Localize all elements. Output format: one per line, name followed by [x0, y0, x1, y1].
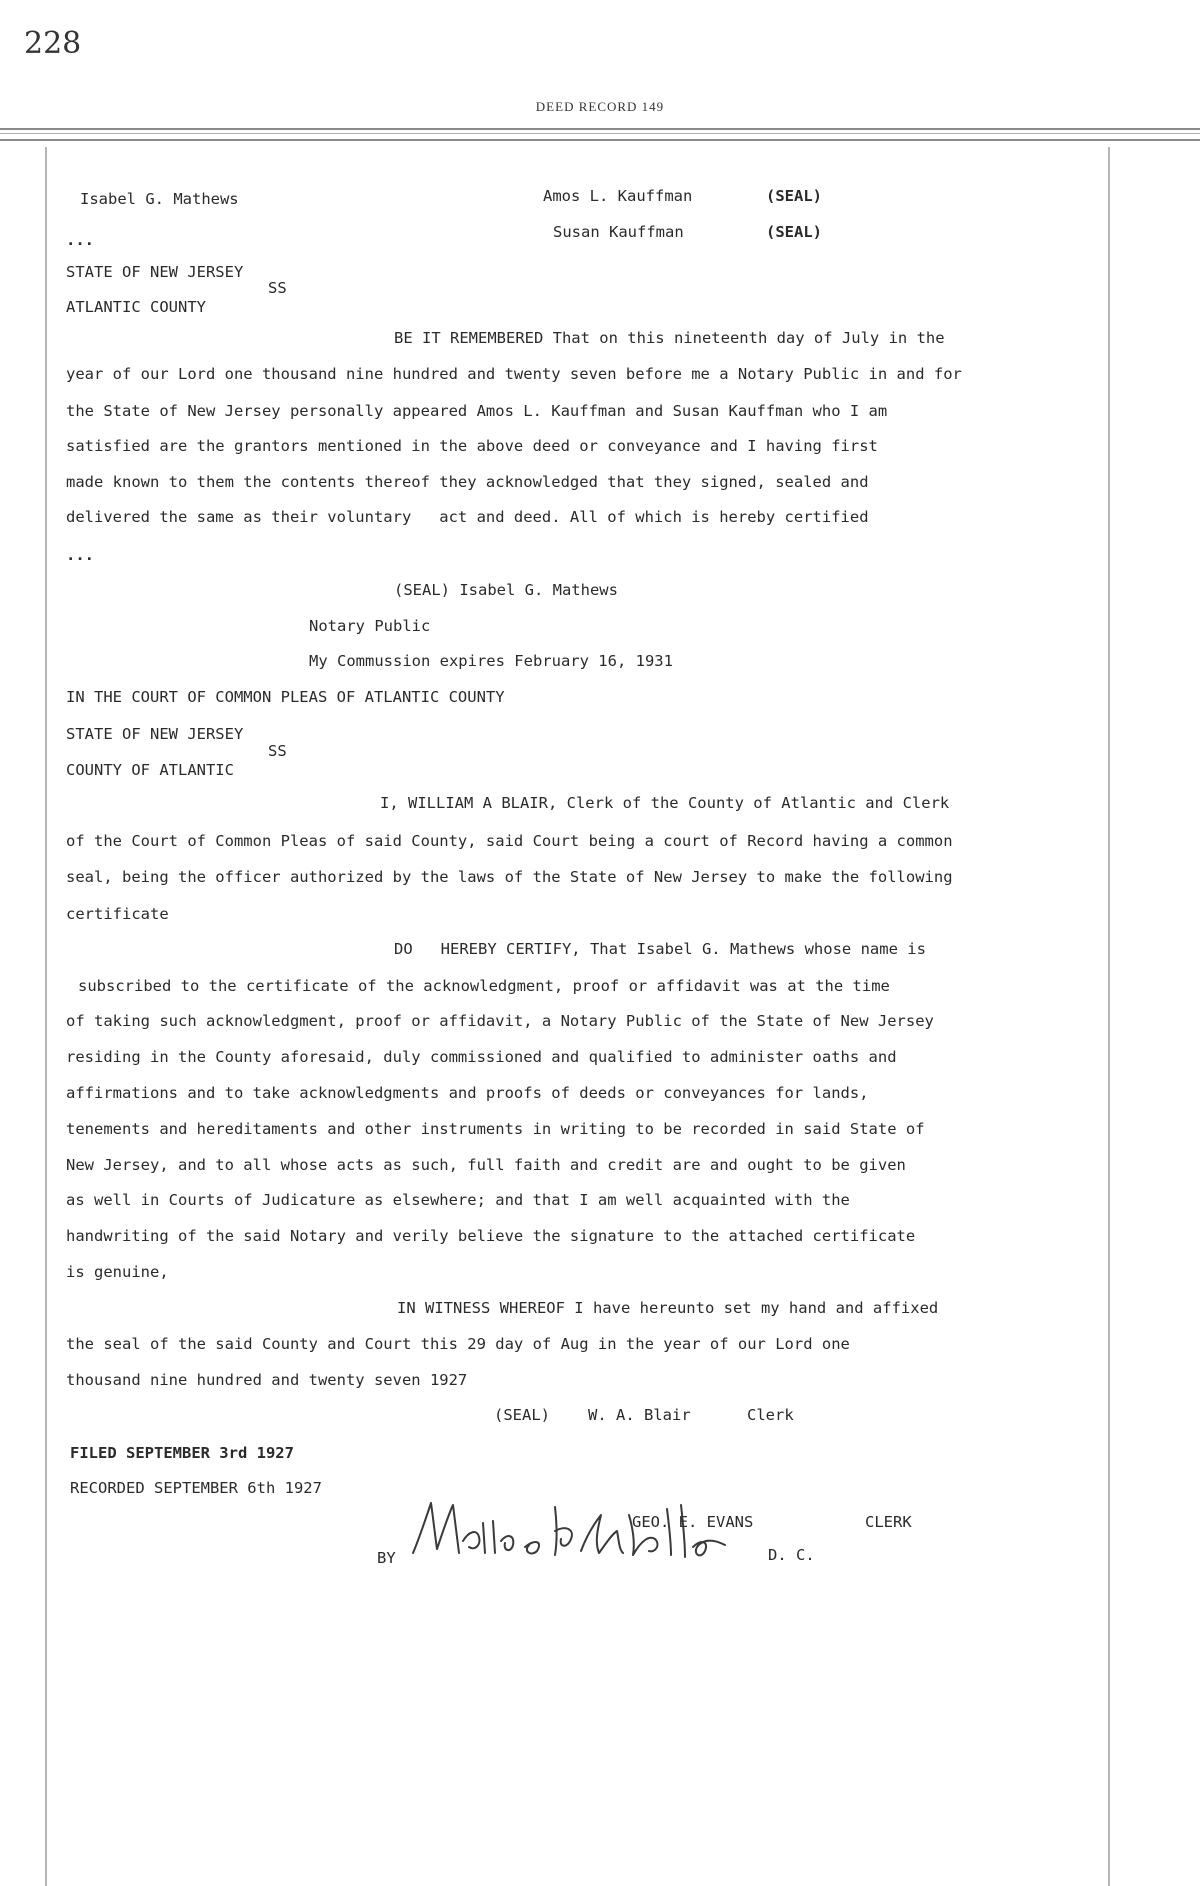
court-venue-county: COUNTY OF ATLANTIC [66, 761, 234, 779]
acknowledgment-line-5: made known to them the contents thereof they acknowledged that they signed, sealed and [66, 473, 869, 491]
certify-line-7: New Jersey, and to all whose acts as such, full faith and credit are and ought to be given [66, 1156, 906, 1174]
certify-line-5: affirmations and to take acknowledgments and proofs of deeds or conveyances for lands, [66, 1084, 869, 1102]
right-margin-rule [1108, 147, 1110, 1886]
court-venue-ss: SS [268, 742, 287, 760]
acknowledgment-line-2: year of our Lord one thousand nine hundred and twenty seven before me a Notary Public in and for [66, 365, 962, 383]
certify-line-2: subscribed to the certificate of the acknowledgment, proof or affidavit was at the time [78, 977, 890, 995]
witness-line-3: thousand nine hundred and twenty seven 1927 [66, 1371, 468, 1389]
grantor-susan-signature: Susan Kauffman [553, 223, 684, 241]
acknowledgment-line-3: the State of New Jersey personally appeared Amos L. Kauffman and Susan Kauffman who I am [66, 402, 888, 420]
clerk-signature-name: W. A. Blair [588, 1406, 691, 1424]
notary-title: Notary Public [309, 617, 431, 635]
court-heading: IN THE COURT OF COMMON PLEAS OF ATLANTIC COUNTY [66, 688, 505, 706]
header-rule-top [0, 128, 1200, 130]
clerk-statement-line-2: of the Court of Common Pleas of said County, said Court being a court of Record having a common [66, 832, 953, 850]
ellipsis-2: ... [66, 546, 94, 564]
commission-expiry: My Commussion expires February 16, 1931 [309, 652, 673, 670]
clerk-statement-line-4: certificate [66, 905, 169, 923]
acknowledgment-line-6: delivered the same as their voluntary act and deed. All of which is hereby certified [66, 508, 869, 526]
deputy-clerk-label: D. C. [768, 1546, 815, 1564]
certify-line-1: DO HEREBY CERTIFY, That Isabel G. Mathews whose name is [394, 940, 926, 958]
notary-name-line: Isabel G. Mathews [80, 190, 239, 208]
recorded-date: RECORDED SEPTEMBER 6th 1927 [70, 1479, 322, 1497]
venue-state: STATE OF NEW JERSEY [66, 263, 244, 281]
clerk-statement-line-1: I, WILLIAM A BLAIR, Clerk of the County of Atlantic and Clerk [380, 794, 950, 812]
certify-line-6: tenements and hereditaments and other instruments in writing to be recorded in said State of [66, 1120, 925, 1138]
by-label: BY [377, 1549, 396, 1567]
header-rule-bottom [0, 139, 1200, 141]
notary-seal-signature: (SEAL) Isabel G. Mathews [394, 581, 618, 599]
acknowledgment-line-4: satisfied are the grantors mentioned in the above deed or conveyance and I having first [66, 437, 878, 455]
witness-line-2: the seal of the said County and Court this 29 day of Aug in the year of our Lord one [66, 1335, 850, 1353]
court-venue-state: STATE OF NEW JERSEY [66, 725, 244, 743]
venue-county: ATLANTIC COUNTY [66, 298, 206, 316]
record-title: DEED RECORD 149 [535, 99, 665, 114]
venue-ss: SS [268, 279, 287, 297]
left-margin-rule [45, 147, 47, 1886]
filed-date: FILED SEPTEMBER 3rd 1927 [70, 1444, 294, 1462]
certify-line-4: residing in the County aforesaid, duly commissioned and qualified to administer oaths and [66, 1048, 897, 1066]
seal-label-1: (SEAL) [766, 187, 822, 205]
handwritten-signature [405, 1495, 745, 1565]
certify-line-8: as well in Courts of Judicature as elsewhere; and that I am well acquainted with the [66, 1191, 850, 1209]
certify-line-10: is genuine, [66, 1263, 169, 1281]
certify-line-9: handwriting of the said Notary and verily believe the signature to the attached certificate [66, 1227, 916, 1245]
page-number: 228 [24, 26, 82, 61]
witness-line-1: IN WITNESS WHEREOF I have hereunto set my hand and affixed [397, 1299, 939, 1317]
certify-line-3: of taking such acknowledgment, proof or affidavit, a Notary Public of the State of New Jersey [66, 1012, 934, 1030]
recording-clerk-name: GEO. E. EVANS [632, 1513, 754, 1531]
header-rule-middle [0, 133, 1200, 134]
acknowledgment-line-1: BE IT REMEMBERED That on this nineteenth day of July in the [394, 329, 945, 347]
clerk-statement-line-3: seal, being the officer authorized by the laws of the State of New Jersey to make the following [66, 868, 953, 886]
ellipsis-1: ... [66, 231, 94, 249]
grantor-amos-signature: Amos L. Kauffman [543, 187, 693, 205]
recording-clerk-title: CLERK [865, 1513, 912, 1531]
seal-label-2: (SEAL) [766, 223, 822, 241]
clerk-seal-label: (SEAL) [494, 1406, 550, 1424]
clerk-title: Clerk [747, 1406, 794, 1424]
